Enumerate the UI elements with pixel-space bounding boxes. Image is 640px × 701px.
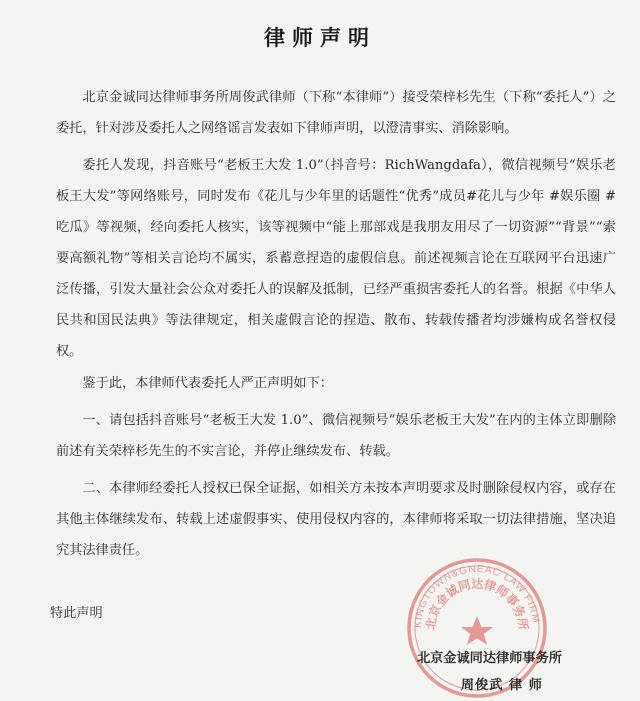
star-icon [461,616,493,645]
closing-line: 特此声明 [50,606,103,621]
lawyer-signature: 周俊武 律 师 [460,678,543,693]
paragraph-facts: 委托人发现，抖音账号“老板王大发 1.0”（抖音号：RichWangdafa），微信视频号“娱乐老板王大发”等网络账号，同时发布《花儿与少年里的话题性“优秀”成员#花儿与少年 #娱乐圈 #吃瓜》等视频，经向委托人核实，该等视频中“能上那部戏是我朋友用尽了一切资源”“背景”“索要高额礼物”等相关言论均不属实，系蓄意捏造的虚假信息。前述视频言论在互联网平台迅速广泛传播，引发大量社会公众对委托人的误解及抵制，已经严重损害委托人的名誉。根据《中华人民共和国民法典》等法律规定，相关虚假言论的捏造、散布、转载传播者均涉嫌构成名誉权侵权。 [56,158,616,359]
paragraph-declaration-lead: 鉴于此，本律师代表委托人严正声明如下： [82,376,333,391]
paragraph-intro: 北京金诚同达律师事务所周俊武律师（下称“本律师”）接受荣梓杉先生（下称“委托人”）之委托，针对涉及委托人之网络谣言发表如下律师声明，以澄清事实、消除影响。 [56,90,616,136]
firm-signature: 北京金诚同达律师事务所 [416,651,562,666]
paragraph-item-one: 一、请包括抖音账号“老板王大发 1.0”、微信视频号“娱乐老板王大发”在内的主体立即删除前述有关荣梓杉先生的不实言论，并停止继续发布、转载。 [56,413,616,459]
paragraph-item-two: 二、本律师经委托人授权已保全证据，如相关方未按本声明要求及时删除侵权内容，或存在其他主体继续发布、转载上述虚假事实、使用侵权内容的，本律师将采取一切法律措施，坚决追究其法律责任。 [56,481,616,558]
seal-inner-text: 北京金诚同达律师事务所 [423,576,531,631]
seal-outer-text: KINGTOWN&GNEAC LAW FIRM [412,563,541,629]
document-title: 律师声明 [264,25,376,50]
